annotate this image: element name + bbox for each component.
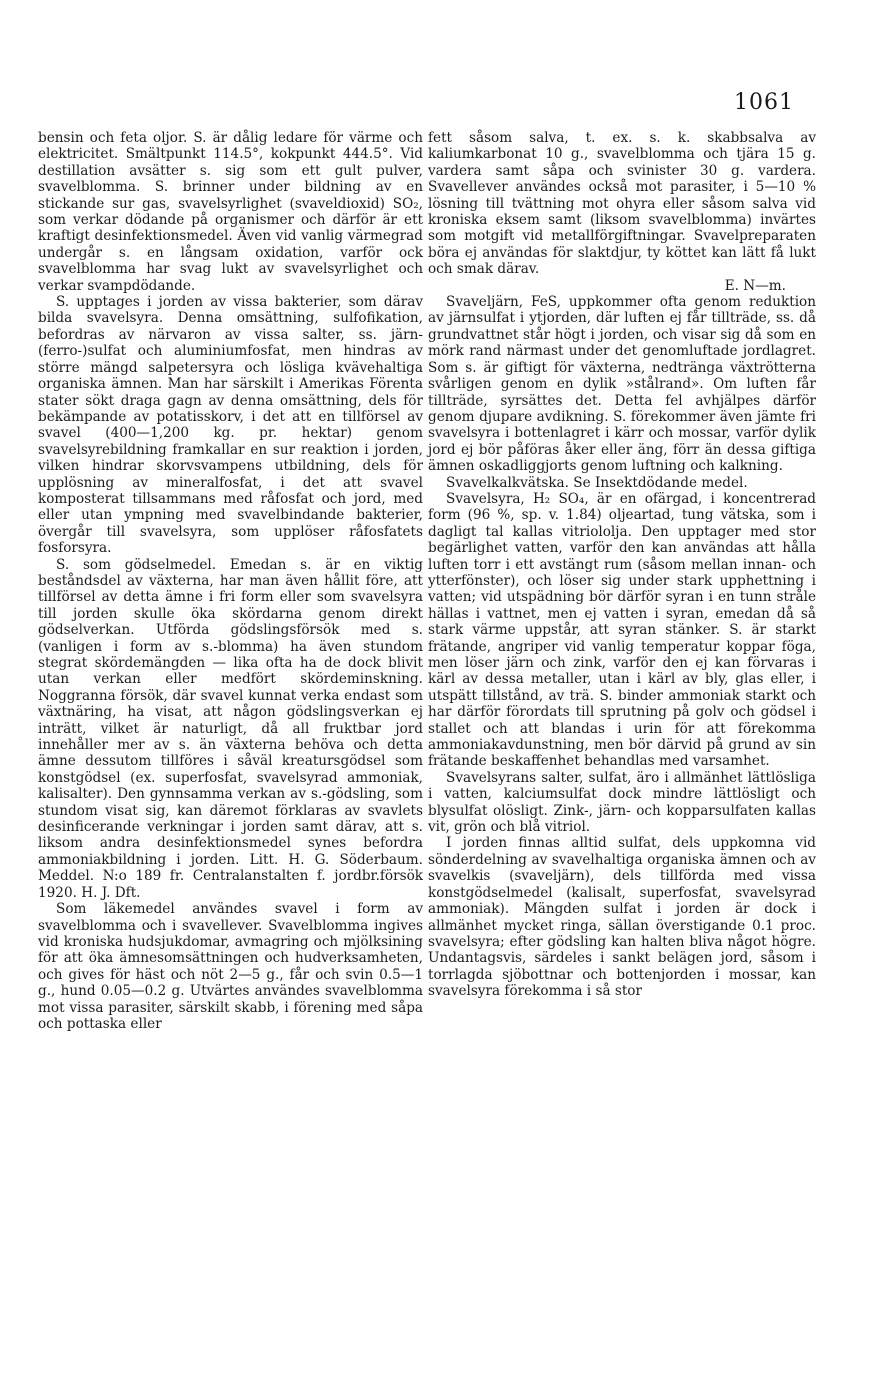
page-number: 1061 bbox=[734, 90, 794, 115]
paragraph: S. som gödselmedel. Emedan s. är en viktig beståndsdel av växterna, har man även hållit före, att tillförsel av detta ämne i fri form eller som svavelsyra till jorden skulle öka skördarna genom direkt gödselverkan. Utförda gödslingsförsök med s. (vanligen i form av s.-blomma) ha även stundom stegrat skördemängden — lika ofta ha de dock blivit utan verkan eller medfört skördeminskning. Noggranna försök, där svavel kunnat verka endast som växtnäring, ha visat, att någon gödslingsverkan ej inträtt, vilket är naturligt, då all fruktbar jord innehåller mer av s. än växterna behöva och detta ämne dessutom tillföres i såväl kreatursgödsel som konstgödsel (ex. superfosfat, svavelsyrad ammoniak, kalisalter). Den gynnsamma verkan av s.-gödsling, som stundom visat sig, kan däremot förklaras av svavlets desinficerande verkningar i jorden samt därav, att s. liksom andra desinfektionsmedel synes befordra ammoniakbildning i jorden. Litt. H. G. Söderbaum. Meddel. N:o 189 fr. Centralanstalten f. jordbr.försök 1920. H. J. Dft. bbox=[38, 556, 423, 901]
author-signature: E. N—m. bbox=[724, 277, 786, 294]
entry-svaveljarn: Svaveljärn, FeS, uppkommer ofta genom reduktion av järnsulfat i ytjorden, där luften ej får tillträde, ss. då grundvattnet står högt i jorden, och visar sig då som en mörk rand närmast under det genomluftade jordlagret. Som s. är giftigt för växterna, nedtränga växtrötterna svårligen genom en dylik »stålrand». Om luften får tillträde, syrsättes det. Detta fel avhjälpes därför genom djupare avdikning. S. förekommer även jämte fri svavelsyra i bottenlagret i kärr och mossar, varför dylik jord ej bör påföras åker eller äng, förr än dessa giftiga ämnen oskadliggjorts genom luftning och kalkning. bbox=[428, 294, 816, 475]
paragraph: fett såsom salva, t. ex. s. k. skabbsalva av kaliumkarbonat 10 g., svavelblomma och tjära 15 g. vardera samt såpa och svinister 30 g. vardera. Svavellever användes också mot parasiter, i 5—10 % lösning till tvättning mot ohyra eller såsom salva vid kroniska eksem samt (liksom svavelblomma) invärtes som motgift vid metallförgiftningar. Svavelpreparaten böra ej användas för slaktdjur, ty köttet kan lätt få lukt och smak därav. bbox=[428, 130, 816, 278]
paragraph: I jorden finnas alltid sulfat, dels uppkomna vid sönderdelning av svavelhaltiga organiska ämnen och av svavelkis (svaveljärn), dels tillförda med vissa konstgödselmedel (kalisalt, superfosfat, svavelsyrad ammoniak). Mängden sulfat i jorden är dock i allmänhet mycket ringa, sällan överstigande 0.1 proc. svavelsyra; efter gödsling kan halten bliva något högre. Undantagsvis, särdeles i sankt belägen jord, såsom i torrlagda sjöbottnar och bottenjorden i mossar, kan svavelsyra förekomma i så stor bbox=[428, 835, 816, 1000]
right-column bbox=[428, 130, 816, 1000]
paragraph: bensin och feta oljor. S. är dålig ledare för värme och elektricitet. Smältpunkt 114.5°, kokpunkt 444.5°. Vid destillation avsätter s. sig som ett gult pulver, svavelblomma. S. brinner under bildning av en stickande sur gas, svavelsyrlighet (svaveldioxid) SO₂, som verkar dödande på organismer och därför är ett kraftigt desinfektionsmedel. Även vid vanlig värmegrad undergår s. en långsam oxidation, varför ock svavelblomma har svag lukt av svavelsyrlighet och verkar svampdödande. bbox=[38, 130, 423, 294]
paragraph: Som läkemedel användes svavel i form av svavelblomma och i svavellever. Svavelblomma ingives vid kroniska hudsjukdomar, avmagring och mjölksining för att öka ämnesomsättningen och hudverksamheten, och gives för häst och nöt 2—5 g., får och svin 0.5—1 g., hund 0.05—0.2 g. Utvärtes användes svavelblomma mot vissa parasiter, särskilt skabb, i förening med såpa och pottaska eller bbox=[38, 901, 423, 1032]
left-column bbox=[38, 130, 423, 1032]
paragraph: S. upptages i jorden av vissa bakterier, som därav bilda svavelsyra. Denna omsättning, sulfofikation, befordras av närvaron av vissa salter, ss. järn-(ferro-)sulfat och aluminiumfosfat, men hindras av större mängd salpetersyra och lösliga kvävehaltiga organiska ämnen. Man har särskilt i Amerikas Förenta stater sökt draga gagn av denna omsättning, dels för bekämpande av potatisskorv, i det att en tillförsel av svavel (400—1,200 kg. pr. hektar) genom svavelsyrebildning framkallar en sur reaktion i jorden, vilken hindrar skorvsvampens utbildning, dels för upplösning av mineralfosfat, i det att svavel komposterat tillsammans med råfosfat och jord, med eller utan ympning med svavelbindande bakterier, övergår till svavelsyra, som upplöser råfosfatets fosforsyra. bbox=[38, 294, 423, 557]
entry-svavelsyra: Svavelsyra, H₂ SO₄, är en ofärgad, i koncentrerad form (96 %, sp. v. 1.84) oljeartad, tung vätska, som i dagligt tal kallas vitriololja. Den upptager med stor begärlighet vatten, varför den kan användas att hålla luften torr i ett avstängt rum (såsom mellan innan- och ytterfönster), och löser sig under stark upphettning i vatten; vid utspädning bör därför syran i en tunn stråle hällas i vattnet, men ej vatten i syran, emedan då så stark värme uppstår, att syran stänker. S. är starkt frätande, angriper vid vanlig temperatur koppar föga, men löser järn och zink, varför den ej kan förvaras i kärl av dessa metaller, utan i kärl av bly, glas eller, i utspätt tillstånd, av trä. S. binder ammoniak starkt och har därför förordats till sprutning på golv och gödsel i stallet och att blandas i urin för att förekomma ammoniakavdunstning, men bör därvid på grund av sin frätande beskaffenhet behandlas med varsamhet. bbox=[428, 490, 816, 770]
entry-svavelkalkvatska: Svavelkalkvätska. Se Insektdödande medel. bbox=[446, 474, 748, 491]
paragraph: Svavelsyrans salter, sulfat, äro i allmänhet lättlösliga i vatten, kalciumsulfat dock mindre lättlösligt och blysulfat olösligt. Zink-, järn- och kopparsulfaten kallas vit, grön och blå vitriol. bbox=[428, 769, 816, 836]
